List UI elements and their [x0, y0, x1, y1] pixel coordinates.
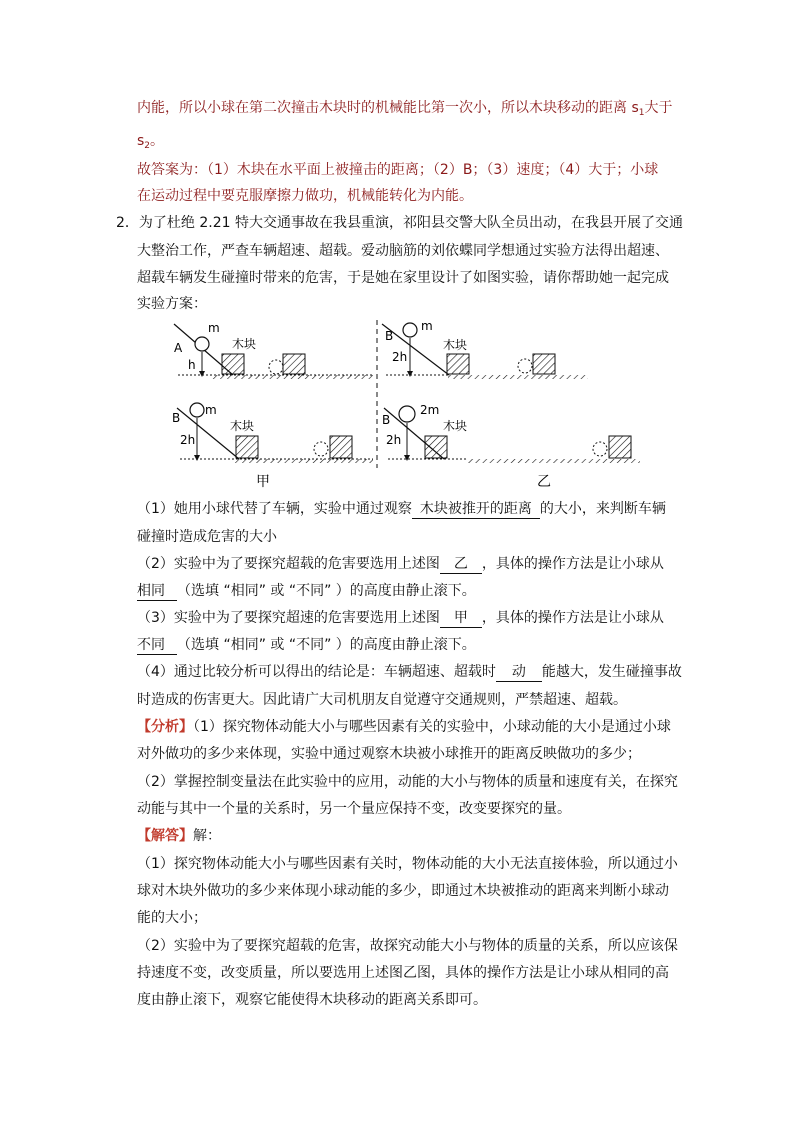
svg-text:2h: 2h — [392, 350, 408, 364]
svg-text:m: m — [205, 403, 217, 417]
block-icon — [447, 354, 469, 374]
svg-text:m: m — [421, 319, 433, 333]
sub-question-4-line-1: （4）通过比较分析可以得出的结论是：车辆超速、超载时 动 能越大，发生碰撞事故 — [137, 664, 682, 680]
prev-line-2: $s_2$。 — [137, 133, 165, 151]
panel-jia-bottom — [172, 403, 373, 463]
sub-question-2-line-2: 相同 （选填 “相同” 或 “不同” ）的高度由静止滚下。 — [137, 583, 476, 599]
s2-symbol: $s_2$ — [137, 133, 151, 151]
svg-text:木块: 木块 — [230, 419, 255, 433]
answer-blank-3b: 不同 — [137, 636, 177, 655]
sub-question-2-line-1: （2）实验中为了要探究超载的危害要选用上述图 乙 ，具体的操作方法是让小球从 — [137, 556, 664, 572]
experiment-figure — [0, 316, 794, 496]
ball-icon — [195, 337, 209, 351]
solution-line-3: 能的大小； — [137, 910, 207, 926]
sub-question-1-line-1: （1）她用小球代替了车辆，实验中通过观察 木块被推开的距离 的大小，来判断车辆 — [137, 501, 666, 517]
panel-jia-top — [174, 321, 373, 379]
svg-text:B: B — [385, 329, 394, 343]
solution-line-0: 【解答】解： — [137, 828, 221, 844]
sub-question-4-line-2: 时造成的伤害更大。因此请广大司机朋友自觉遵守交通规则，严禁超速、超载。 — [137, 692, 627, 708]
solution-line-6: 度由静止滚下，观察它能使得木块移动的距离关系即可。 — [137, 992, 487, 1008]
svg-text:木块: 木块 — [443, 419, 468, 433]
answer-line-2: 在运动过程中要克服摩擦力做功，机械能转化为内能。 — [137, 188, 473, 204]
answer-blank-2b: 相同 — [137, 582, 177, 601]
svg-text:B: B — [172, 411, 181, 425]
svg-text:m: m — [208, 321, 220, 335]
question-2-line-3: 超载车辆发生碰撞时带来的危害，于是她在家里设计了如图实验，请你帮助她一起完成 — [137, 270, 669, 286]
answer-blank-3a: 甲 — [440, 609, 482, 628]
sub-question-3-line-1: （3）实验中为了要探究超速的危害要选用上述图 甲 ，具体的操作方法是让小球从 — [137, 610, 664, 626]
svg-text:2m: 2m — [420, 403, 440, 417]
answer-blank-4: 动 — [496, 663, 542, 682]
question-2-line-4: 实验方案： — [137, 296, 207, 312]
ball-icon — [190, 403, 204, 417]
svg-text:h: h — [188, 358, 196, 372]
svg-text:2h: 2h — [180, 433, 196, 447]
block-icon — [236, 436, 258, 458]
answer-line-1: 故答案为：（1）木块在水平面上被撞击的距离；（2）B；（3）速度；（4）大于；小球 — [137, 162, 659, 178]
block-icon — [222, 354, 244, 374]
svg-text:2h: 2h — [386, 433, 402, 447]
solution-line-2: 球对木块外做功的多少来体现小球动能的多少，即通过木块被推动的距离来判断小球动 — [137, 883, 669, 899]
solution-line-1: （1）探究物体动能大小与哪些因素有关时，物体动能的大小无法直接体验，所以通过小 — [137, 856, 678, 872]
analysis-line-2: 对外做功的多少来体现，实验中通过观察木块被小球推开的距离反映做功的多少； — [137, 746, 641, 762]
svg-text:A: A — [174, 341, 183, 355]
panel-yi-top — [382, 319, 588, 379]
analysis-tag: 【分析】 — [137, 719, 193, 735]
svg-text:木块: 木块 — [443, 338, 468, 352]
analysis-line-1: 【分析】（1）探究物体动能大小与哪些因素有关的实验中，小球动能的大小是通过小球 — [137, 719, 671, 735]
block-icon — [425, 436, 447, 458]
figure-label-jia: 甲 — [256, 474, 270, 490]
answer-blank-1: 木块被推开的距离 — [412, 500, 540, 519]
solution-line-5: 持速度不变，改变质量，所以要选用上述图乙图，具体的操作方法是让小球从相同的高 — [137, 965, 669, 981]
svg-text:B: B — [382, 413, 391, 427]
s1-symbol: $s_1$ — [631, 100, 645, 118]
sub-question-1-line-2: 碰撞时造成危害的大小 — [137, 529, 277, 545]
analysis-line-3: （2）掌握控制变量法在此实验中的应用，动能的大小与物体的质量和速度有关，在探究 — [137, 774, 678, 790]
ball-icon — [403, 323, 417, 337]
svg-text:木块: 木块 — [232, 337, 257, 351]
question-number: 2． — [116, 215, 139, 231]
solution-line-4: （2）实验中为了要探究超载的危害，故探究动能大小与物体的质量的关系，所以应该保 — [137, 938, 678, 954]
prev-line-1: 内能，所以小球在第二次撞击木块时的机械能比第一次小，所以木块移动的距离 $s_1$大于 — [137, 100, 673, 118]
sub-question-3-line-2: 不同 （选填 “相同” 或 “不同” ）的高度由静止滚下。 — [137, 637, 476, 653]
question-2-line-1: 2．为了杜绝 2.21 特大交通事故在我县重演，祁阳县交警大队全员出动，在我县开展了交通 — [116, 215, 683, 231]
solution-tag: 【解答】 — [137, 828, 193, 844]
answer-blank-2a: 乙 — [440, 555, 482, 574]
panel-yi-bottom — [382, 403, 640, 463]
ball-icon — [399, 406, 415, 422]
analysis-line-4: 动能与其中一个量的关系时，另一个量应保持不变，改变要探究的量。 — [137, 801, 571, 817]
question-2-line-2: 大整治工作，严查车辆超速、超载。爱动脑筋的刘依蝶同学想通过实验方法得出超速、 — [137, 243, 669, 259]
figure-label-yi: 乙 — [537, 474, 551, 490]
